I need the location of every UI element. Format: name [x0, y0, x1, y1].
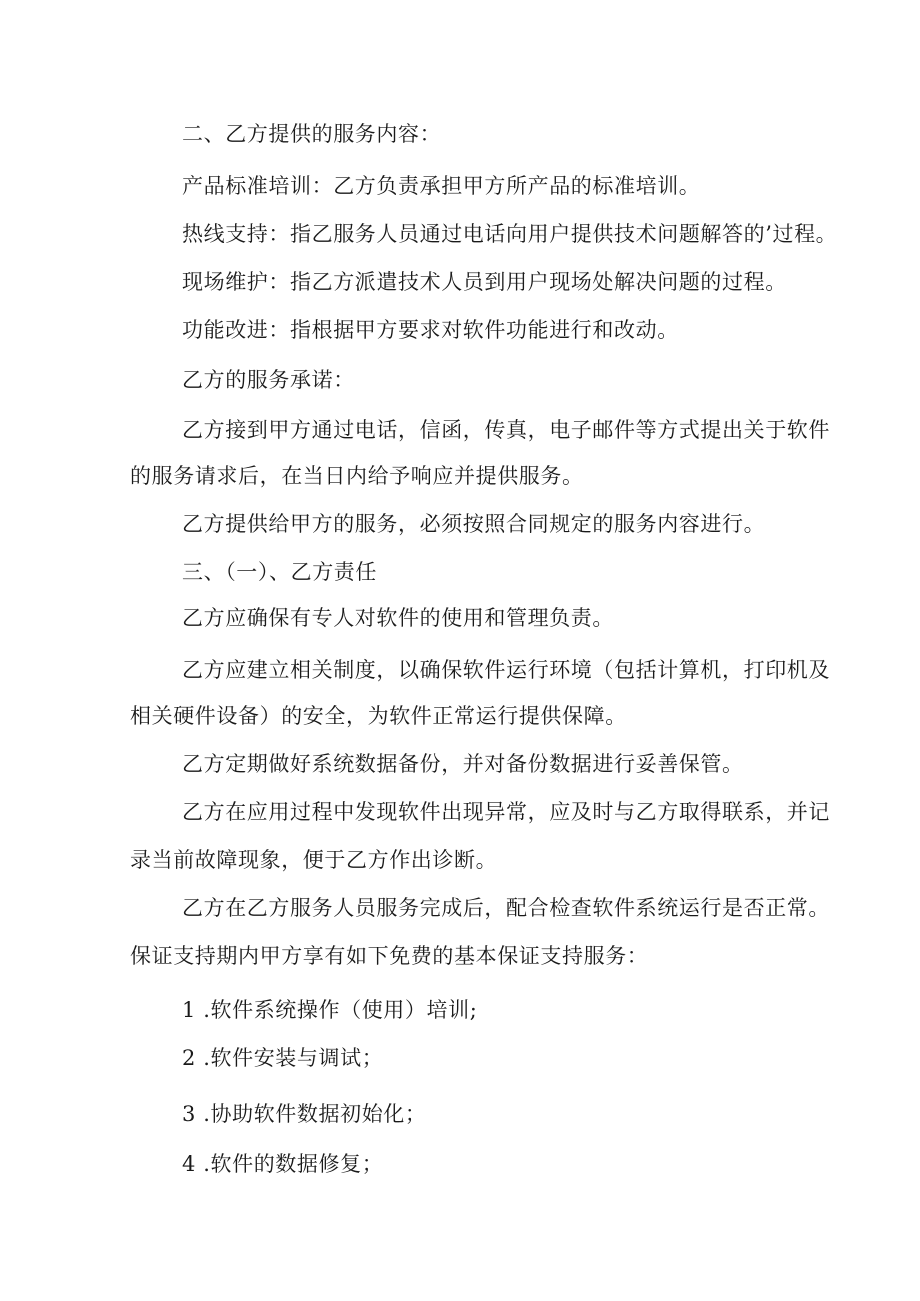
paragraph-line: 的服务请求后，在当日内给予响应并提供服务。 [130, 464, 584, 488]
paragraph-line: 乙方在应用过程中发现软件出现异常，应及时与乙方取得联系，并记 [182, 800, 830, 824]
list-item: 4 .软件的数据修复； [182, 1152, 384, 1176]
paragraph-line: 功能改进：指根据甲方要求对软件功能进行和改动。 [182, 318, 679, 342]
paragraph-line: 保证支持期内甲方享有如下免费的基本保证支持服务： [130, 944, 649, 968]
paragraph-line: 热线支持：指乙服务人员通过电话向用户提供技术问题解答的’过程。 [182, 222, 838, 246]
list-item: 1 .软件系统操作（使用）培训; [182, 998, 478, 1022]
paragraph-line: 相关硬件设备）的安全，为软件正常运行提供保障。 [130, 704, 627, 728]
paragraph-line: 乙方提供给甲方的服务，必须按照合同规定的服务内容进行。 [182, 512, 766, 536]
paragraph-line: 乙方应建立相关制度，以确保软件运行环境（包括计算机，打印机及 [182, 658, 830, 682]
section-heading: 三、（一）、乙方责任 [182, 560, 377, 584]
section-heading: 二、乙方提供的服务内容： [182, 122, 442, 146]
paragraph-line: 乙方在乙方服务人员服务完成后，配合检查软件系统运行是否正常。 [182, 896, 830, 920]
paragraph-line: 乙方应确保有专人对软件的使用和管理负责。 [182, 606, 614, 630]
paragraph-line: 乙方接到甲方通过电话，信函，传真，电子邮件等方式提出关于软件 [182, 418, 830, 442]
paragraph-line: 现场维护：指乙方派遣技术人员到用户现场处解决问题的过程。 [182, 270, 787, 294]
section-heading: 乙方的服务承诺： [182, 368, 355, 392]
paragraph-line: 录当前故障现象，便于乙方作出诊断。 [130, 848, 498, 872]
paragraph-line: 产品标准培训：乙方负责承担甲方所产品的标准培训。 [182, 174, 701, 198]
paragraph-line: 乙方定期做好系统数据备份，并对备份数据进行妥善保管。 [182, 752, 744, 776]
list-item: 3 .协助软件数据初始化； [182, 1102, 427, 1126]
list-item: 2 .软件安装与调试； [182, 1046, 384, 1070]
